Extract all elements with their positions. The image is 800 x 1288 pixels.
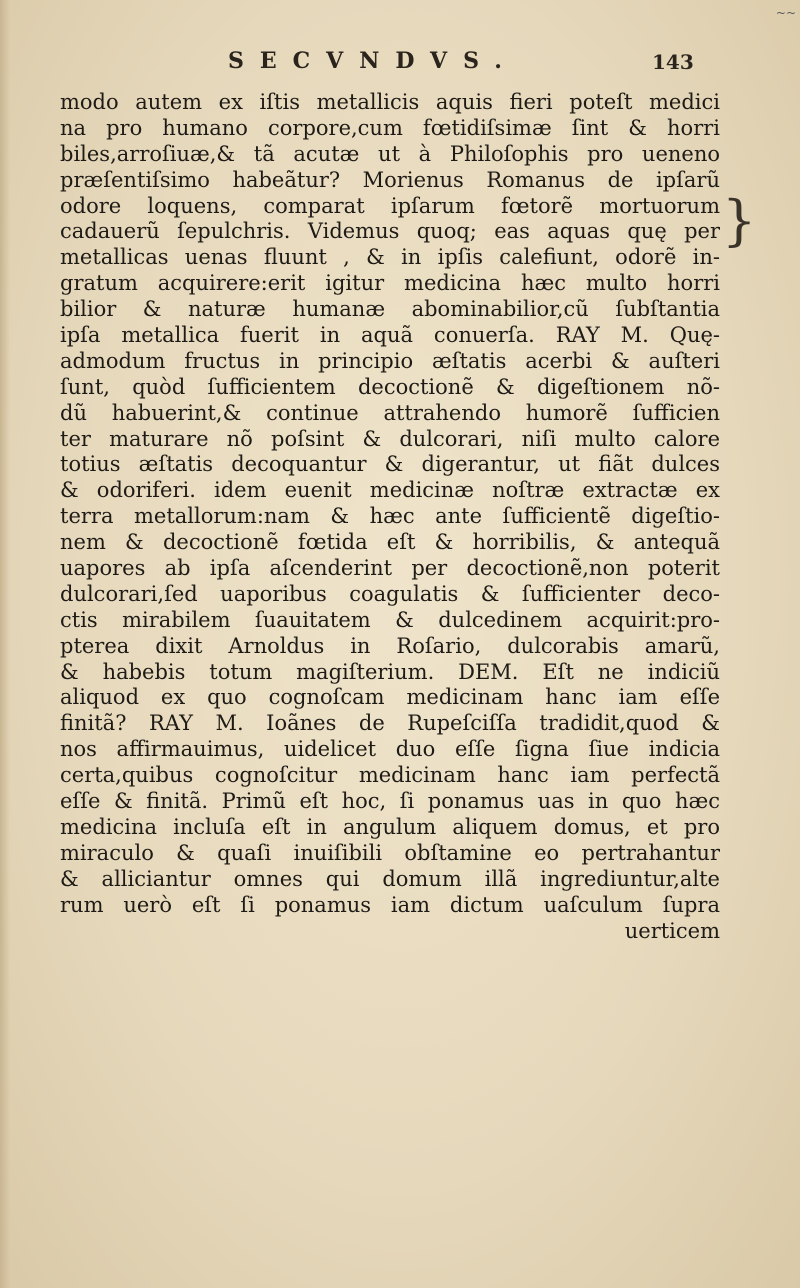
text-line: & habebis totum magiſterium. DEM. Eſt ne indiciũ bbox=[60, 659, 720, 684]
text-line: & odoriferi. idem euenit medicinæ noſtræ extractæ ex bbox=[60, 478, 720, 503]
text-line: aliquod ex quo cognoſcam medicinam hanc iam eſſe bbox=[60, 685, 720, 710]
text-line: pterea dixit Arnoldus in Roſario, dulcorabis amarũ, bbox=[60, 633, 720, 658]
text-line: biles,arroſiuæ,& tã acutæ ut à Philoſophis pro ueneno bbox=[60, 141, 720, 166]
corner-mark: ~~ bbox=[775, 6, 796, 20]
text-line: totius æſtatis decoquantur & digerantur, ut fiãt dulces bbox=[60, 452, 720, 477]
text-line: uapores ab ipſa aſcenderint per decoctionẽ,non poterit bbox=[60, 556, 720, 581]
text-line: gratum acquirere:erit igitur medicina hæc multo horri bbox=[60, 271, 720, 296]
text-line: nem & decoctionẽ fœtida eſt & horribilis, & antequã bbox=[60, 530, 720, 555]
text-line: ipſa metallica fuerit in aquã conuerſa. RAY M. Quę- bbox=[60, 323, 720, 348]
text-line: odore loquens, comparat ipſarum fœtorẽ mortuorum bbox=[60, 193, 720, 218]
text-line: metallicas uenas fluunt , & in ipſis calefiunt, odorẽ in- bbox=[60, 245, 720, 270]
text-line: finitã? RAY M. Ioãnes de Rupeſciſſa tradidit,quod & bbox=[60, 711, 720, 736]
text-line: rum uerò eſt ſi ponamus iam dictum uaſculum ſupra bbox=[60, 892, 720, 917]
text-line: terra metallorum:nam & hæc ante ſufficientẽ digeſtio- bbox=[60, 504, 720, 529]
text-line: nos affirmauimus, uidelicet duo eſſe ſigna ſiue indicia bbox=[60, 737, 720, 762]
text-line: ſunt, quòd ſufficientem decoctionẽ & digeſtionem nõ- bbox=[60, 374, 720, 399]
body-text bbox=[60, 90, 720, 944]
running-head: SECVNDVS. bbox=[228, 48, 518, 74]
text-line: admodum fructus in principio æſtatis acerbi & auſteri bbox=[60, 348, 720, 373]
text-line: ter maturare nõ poſsint & dulcorari, niſi multo calore bbox=[60, 426, 720, 451]
text-line: medicina incluſa eſt in angulum aliquem domus, et pro bbox=[60, 814, 720, 839]
page-number: 143 bbox=[652, 50, 694, 74]
text-line: na pro humano corpore,cum fœtidiſsimæ ſint & horri bbox=[60, 115, 720, 140]
text-line: cadauerũ ſepulchris. Videmus quoq; eas aquas quę per bbox=[60, 219, 720, 244]
text-line: modo autem ex iſtis metallicis aquis fieri poteſt medici bbox=[60, 90, 720, 114]
text-line: dũ habuerint,& continue attrahendo humorẽ ſufficien bbox=[60, 400, 720, 425]
text-line: certa,quibus cognoſcitur medicinam hanc iam perfectã bbox=[60, 763, 720, 788]
text-line: dulcorari,ſed uaporibus coagulatis & ſufficienter deco- bbox=[60, 581, 720, 606]
text-line: uerticem bbox=[624, 918, 720, 943]
text-line: ctis mirabilem ſuauitatem & dulcedinem acquirit:pro- bbox=[60, 607, 720, 632]
text-line: & alliciantur omnes qui domum illã ingrediuntur,alte bbox=[60, 866, 720, 891]
page-header bbox=[0, 48, 800, 80]
text-line: eſſe & finitã. Primũ eſt hoc, ſi ponamus uas in quo hæc bbox=[60, 789, 720, 814]
text-line: præſentiſsimo habeãtur? Morienus Romanus de ipſarũ bbox=[60, 167, 720, 192]
text-line: miraculo & quaſi inuiſibili obſtamine eo pertrahantur bbox=[60, 840, 720, 865]
page-edge-shadow bbox=[0, 0, 10, 1288]
text-line: bilior & naturæ humanæ abominabilior,cũ ſubſtantia bbox=[60, 297, 720, 322]
margin-bracket: } bbox=[722, 189, 757, 252]
